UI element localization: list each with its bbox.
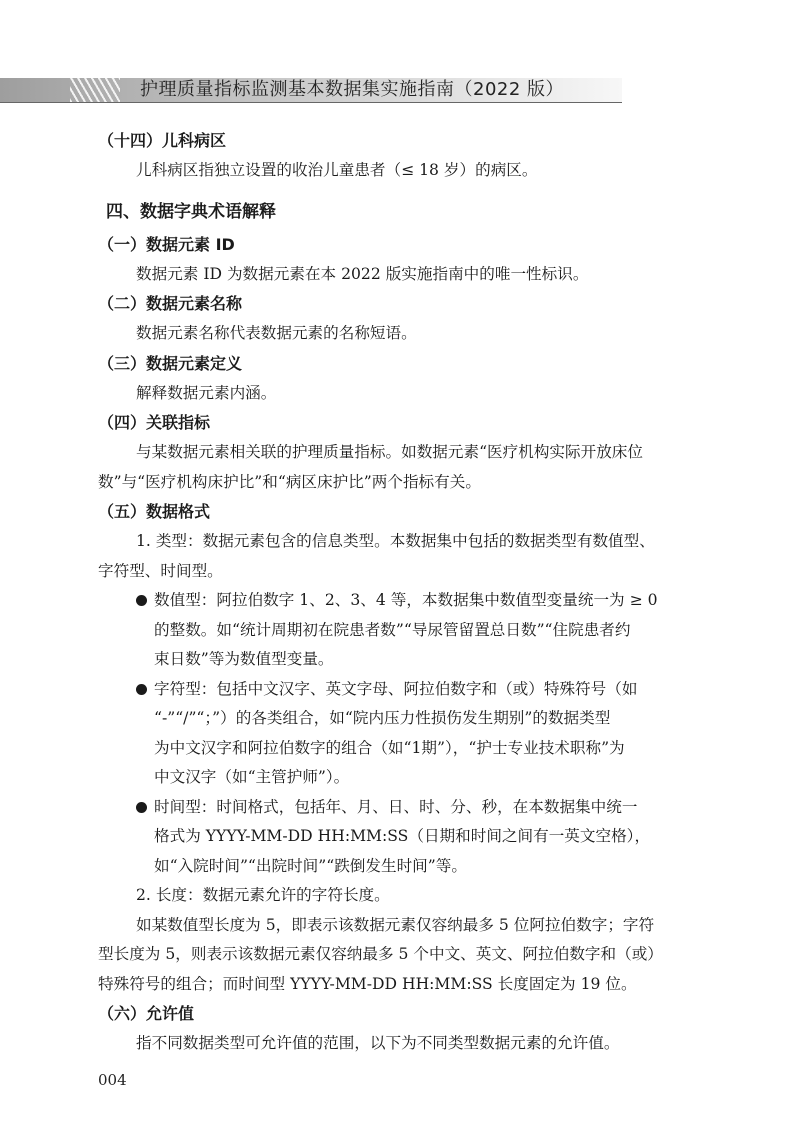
paragraph: 儿科病区指独立设置的收治儿童患者（≤ 18 岁）的病区。 xyxy=(136,161,538,179)
bullet-text: 字符型：包括中文汉字、英文字母、阿拉伯数字和（或）特殊符号（如 xyxy=(154,679,638,698)
bullet-continuation: 为中文汉字和阿拉伯数字的组合（如“1期”），“护士专业技术职称”为 xyxy=(154,738,625,757)
section-heading-data-format: （五）数据格式 xyxy=(98,502,211,521)
section-heading-related-indicators: （四）关联指标 xyxy=(98,413,211,432)
bullet-continuation: 中文汉字（如“主管护师”）。 xyxy=(154,768,350,786)
header-decoration xyxy=(70,78,120,102)
page-number: 004 xyxy=(98,1071,127,1089)
list-item-length: 2. 长度：数据元素允许的字符长度。 xyxy=(136,886,390,904)
bullet-continuation: 如“入院时间”“出院时间”“跌倒发生时间”等。 xyxy=(154,856,467,875)
bullet-icon xyxy=(136,802,147,813)
section-heading-pediatric-ward: （十四）儿科病区 xyxy=(98,131,227,150)
bullet-continuation: “-”“/”“；”）的各类组合，如“院内压力性损伤发生期别”的数据类型 xyxy=(154,709,611,727)
bullet-continuation: 束日数”等为数值型变量。 xyxy=(154,650,334,668)
paragraph-line: 特殊符号的组合；而时间型 YYYY-MM-DD HH:MM:SS 长度固定为 19 位。 xyxy=(98,974,637,993)
bullet-text: 数值型：阿拉伯数字 1、2、3、4 等，本数据集中数值型变量统一为 ≥ 0 xyxy=(154,591,658,609)
paragraph: 数据元素名称代表数据元素的名称短语。 xyxy=(136,324,417,342)
header-rule xyxy=(0,102,622,103)
paragraph-line: 字符型、时间型。 xyxy=(98,561,223,580)
bullet-icon xyxy=(136,595,147,606)
bullet-text: 时间型：时间格式，包括年、月、日、时、分、秒，在本数据集中统一 xyxy=(154,797,638,816)
part-heading-data-dictionary: 四、数据字典术语解释 xyxy=(106,201,276,222)
section-heading-element-id: （一）数据元素 ID xyxy=(98,234,235,254)
bullet-character-type xyxy=(98,675,698,705)
section-heading-allowed-values: （六）允许值 xyxy=(98,1004,195,1023)
page-body xyxy=(98,126,698,1059)
paragraph-line: 与某数据元素相关联的护理质量指标。如数据元素“医疗机构实际开放床位 xyxy=(136,443,643,461)
bullet-continuation: 格式为 YYYY-MM-DD HH:MM:SS（日期和时间之间有一英文空格）， xyxy=(154,827,651,845)
bullet-icon xyxy=(136,684,147,695)
list-item-type: 1. 类型：数据元素包含的信息类型。本数据集中包括的数据类型有数值型、 xyxy=(136,532,655,550)
paragraph: 解释数据元素内涵。 xyxy=(136,383,277,402)
running-title: 护理质量指标监测基本数据集实施指南（2022 版） xyxy=(140,79,565,100)
paragraph-line: 型长度为 5，则表示该数据元素仅容纳最多 5 个中文、英文、阿拉伯数字和（或） xyxy=(98,945,663,963)
section-heading-element-name: （二）数据元素名称 xyxy=(98,294,243,313)
bullet-time-type xyxy=(98,793,698,823)
paragraph-line: 如某数值型长度为 5，即表示该数据元素仅容纳最多 5 位阿拉伯数字；字符 xyxy=(136,915,655,934)
section-heading-element-definition: （三）数据元素定义 xyxy=(98,353,243,373)
paragraph-line: 数”与“医疗机构床护比”和“病区床护比”两个指标有关。 xyxy=(98,472,481,491)
bullet-numeric-type xyxy=(98,586,698,616)
paragraph: 指不同数据类型可允许值的范围，以下为不同类型数据元素的允许值。 xyxy=(136,1034,620,1052)
bullet-continuation: 的整数。如“统计周期初在院患者数”“导尿管留置总日数”“住院患者约 xyxy=(154,620,631,639)
paragraph: 数据元素 ID 为数据元素在本 2022 版实施指南中的唯一性标识。 xyxy=(136,264,589,283)
